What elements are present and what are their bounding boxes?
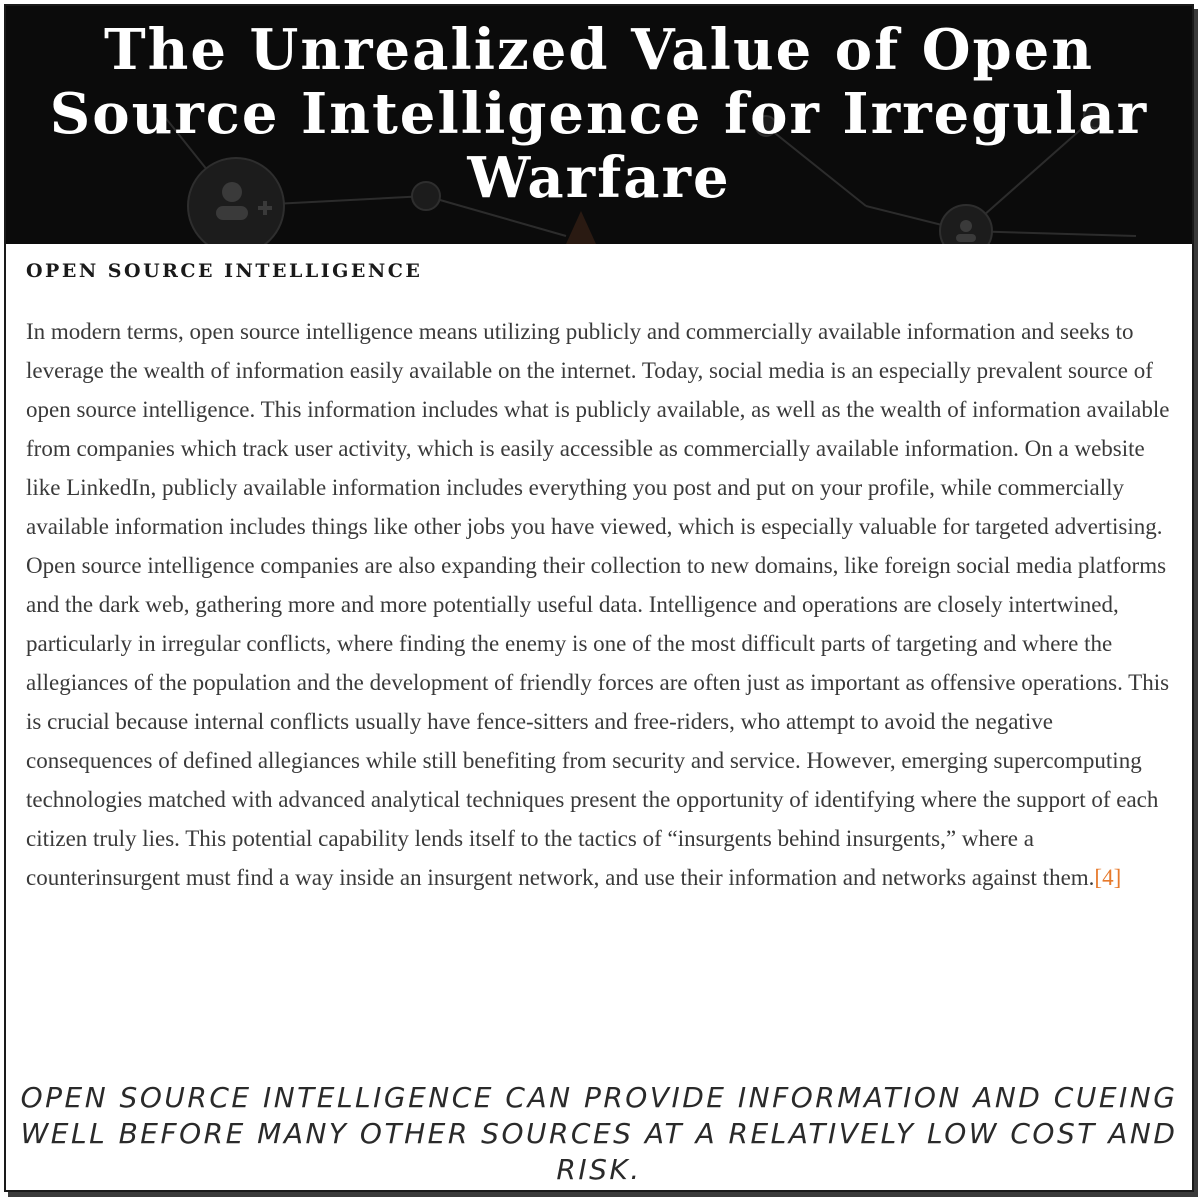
article-section [26, 244, 1176, 897]
body-paragraph [26, 312, 1176, 897]
flame-shape [566, 211, 596, 244]
footnote-link[interactable]: [4] [1094, 865, 1122, 890]
title-banner [6, 6, 1192, 244]
article-frame [4, 4, 1194, 1192]
body-text: In modern terms, open source intelligence means utilizing publicly and commercially available information and seeks to leverage the wealth of information easily available on the internet. Today, social media is an especially prevalent source of open source intelligence. This information includes what is publicly available, as well as the wealth of information available from companies which track user activity, which is easily accessible as commercially available information. On a website like LinkedIn, publicly available information includes everything you post and put on your profile, while commercially available information includes things like other jobs you have viewed, which is especially valuable for targeted advertising. Open source intelligence companies are also expanding their collection to new domains, like foreign social media platforms and the dark web, gathering more and more potentially useful data. Intelligence and operations are closely intertwined, particularly in irregular conflicts, where finding the enemy is one of the most difficult parts of targeting and where the allegiances of the population and the development of friendly forces are often just as important as offensive operations. This is crucial because internal conflicts usually have fence-sitters and free-riders, who attempt to avoid the negative consequences of defined allegiances while still benefiting from security and service. However, emerging supercomputing technologies matched with advanced analytical techniques present the opportunity of identifying where the support of each citizen truly lies. This potential capability lends itself to the tactics of “insurgents behind insurgents,” where a counterinsurgent must find a way inside an insurgent network, and use their information and networks against them. [26, 319, 1170, 890]
section-heading: OPEN SOURCE INTELLIGENCE [26, 260, 423, 282]
pull-quote: OPEN SOURCE INTELLIGENCE CAN PROVIDE INFORMATION AND CUEING WELL BEFORE MANY OTHER SOURCES AT A RELATIVELY LOW COST AND RISK. [20, 1081, 1178, 1186]
page-title: The Unrealized Value of Open Source Intelligence for Irregular Warfare [49, 17, 1149, 211]
